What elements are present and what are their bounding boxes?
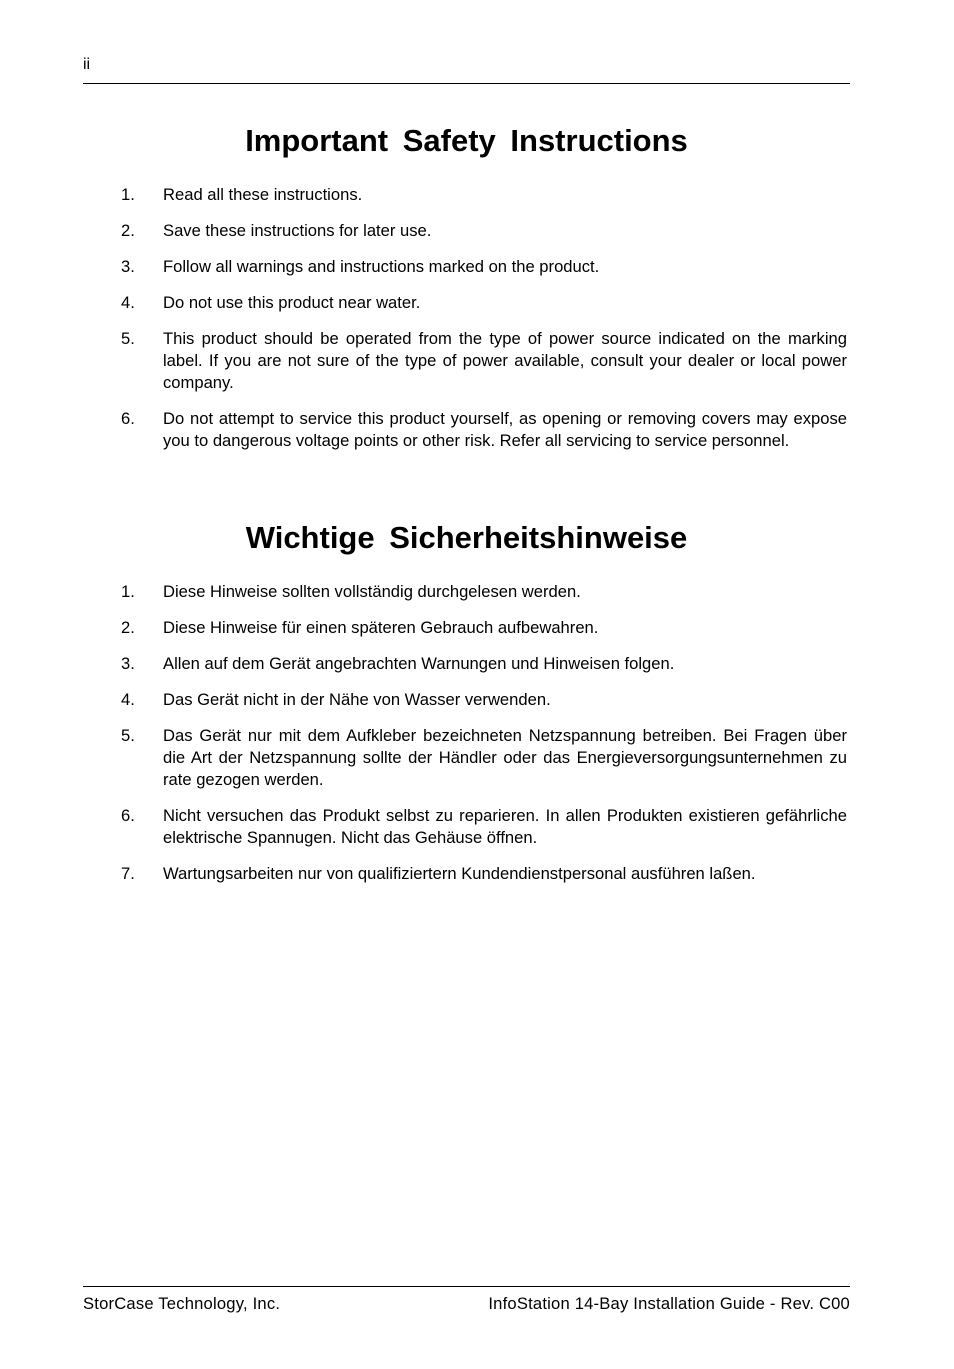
list-item [83,863,850,885]
item-number: 5. [121,726,135,745]
list-item [83,292,850,314]
item-text: Read all these instructions. [163,185,363,204]
item-number: 4. [121,690,135,709]
list-item [83,220,850,242]
item-text: Diese Hinweise für einen späteren Gebrauch aufbewahren. [163,618,599,637]
item-number: 1. [121,582,135,601]
item-text: Das Gerät nur mit dem Aufkleber bezeichneten Netzspannung betreiben. Bei Fragen über die Art der Netzspannung sollte der Händler oder das Energieversorgungsunternehmen zu rate gezogen werden. [163,726,847,789]
page-number: ii [83,56,91,73]
list-item [83,725,850,791]
footer-document-title: InfoStation 14-Bay Installation Guide - Rev. C00 [488,1294,850,1313]
list-item [83,581,850,603]
list-item [83,328,850,394]
list-item [83,256,850,278]
item-number: 3. [121,257,135,276]
item-text: Follow all warnings and instructions marked on the product. [163,257,600,276]
english-instructions-list [83,184,850,466]
german-safety-title: Wichtige Sicherheitshinweise [245,520,688,555]
header-rule [83,83,850,84]
list-item [83,689,850,711]
list-item [83,408,850,452]
item-number: 2. [121,618,135,637]
item-text: Allen auf dem Gerät angebrachten Warnungen und Hinweisen folgen. [163,654,675,673]
item-number: 6. [121,806,135,825]
item-text: Do not use this product near water. [163,293,421,312]
item-text: This product should be operated from the type of power source indicated on the marking label. If you are not sure of the type of power available, consult your dealer or local power company. [163,329,847,392]
item-number: 5. [121,329,135,348]
item-text: Save these instructions for later use. [163,221,432,240]
item-number: 2. [121,221,135,240]
item-number: 1. [121,185,135,204]
list-item [83,184,850,206]
footer-company: StorCase Technology, Inc. [83,1294,281,1313]
item-number: 3. [121,654,135,673]
list-item [83,653,850,675]
item-text: Wartungsarbeiten nur von qualifiziertern Kundendienstpersonal ausführen laßen. [163,864,756,883]
item-text: Das Gerät nicht in der Nähe von Wasser verwenden. [163,690,551,709]
german-instructions-list [83,581,850,899]
footer-rule [83,1286,850,1287]
list-item [83,617,850,639]
list-item [83,805,850,849]
item-number: 6. [121,409,135,428]
item-text: Nicht versuchen das Produkt selbst zu reparieren. In allen Produkten existieren gefährliche elektrische Spannugen. Nicht das Gehäuse öffnen. [163,806,847,847]
item-number: 4. [121,293,135,312]
item-text: Diese Hinweise sollten vollständig durchgelesen werden. [163,582,581,601]
english-safety-title: Important Safety Instructions [245,123,688,158]
item-text: Do not attempt to service this product yourself, as opening or removing covers may expose you to dangerous voltage points or other risk. Refer all servicing to service personnel. [163,409,847,450]
item-number: 7. [121,864,135,883]
